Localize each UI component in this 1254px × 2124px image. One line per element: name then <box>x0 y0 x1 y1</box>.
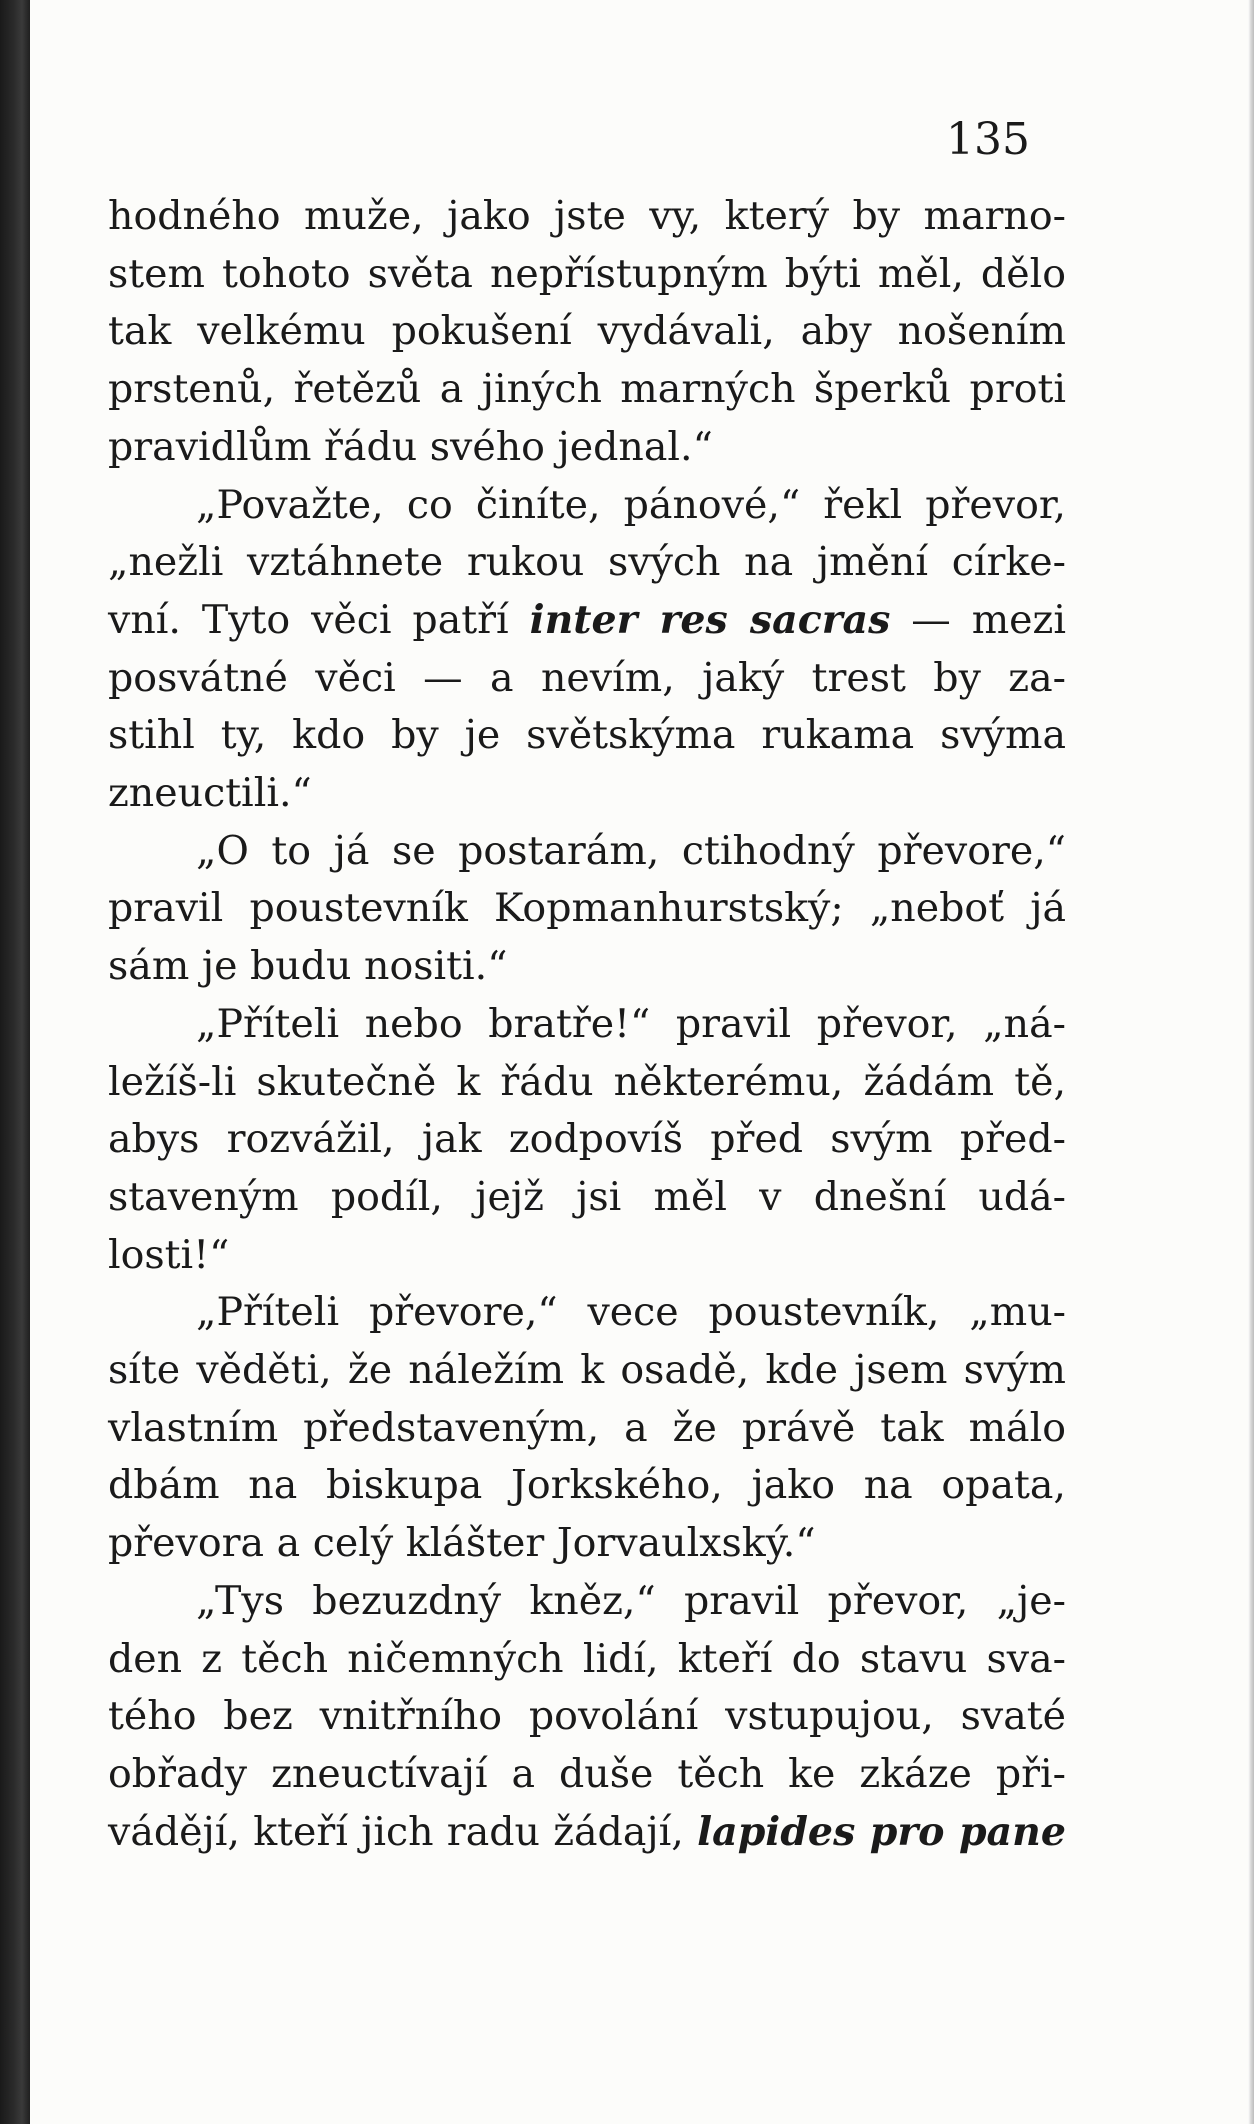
text-line: „O to já se postarám, ctihodný převore,“ <box>196 827 1066 874</box>
text-segment: vní. Tyto věci patří <box>108 596 509 643</box>
latin-phrase: lapides pro pane <box>697 1808 1067 1855</box>
text-line: losti!“ <box>108 1231 230 1278</box>
body-text <box>108 188 1066 1861</box>
text-line: obřady zneuctívají a duše těch ke zkáze při- <box>108 1750 1066 1797</box>
text-line-mixed <box>108 592 1066 650</box>
text-line: prstenů, řetězů a jiných marných šperků proti <box>108 366 1066 413</box>
text-line: hodného muže, jako jste vy, který by marno- <box>108 193 1066 239</box>
text-line-mixed <box>108 1804 1066 1862</box>
text-line: abys rozvážil, jak zodpovíš před svým před- <box>108 1116 1066 1163</box>
paragraph-5 <box>108 1284 1066 1573</box>
text-line: stem tohoto světa nepřístupným býti měl, dělo <box>108 250 1066 297</box>
text-line: „Příteli převore,“ vece poustevník, „mu- <box>196 1289 1066 1336</box>
text-line: tak velkému pokušení vydávali, aby nošením <box>108 308 1066 355</box>
paragraph-3 <box>108 823 1066 996</box>
text-line: posvátné věci — a nevím, jaký trest by za- <box>108 654 1066 701</box>
paragraph-6 <box>108 1573 1066 1862</box>
text-line: ležíš-li skutečně k řádu některému, žádám tě, <box>108 1058 1066 1105</box>
text-segment: vádějí, kteří jich radu žádají, <box>108 1808 684 1855</box>
text-line: dbám na biskupa Jorkského, jako na opata, <box>108 1462 1066 1509</box>
text-line: vlastním představeným, a že právě tak málo <box>108 1404 1066 1451</box>
text-line: sám je budu nositi.“ <box>108 943 508 990</box>
paragraph-1 <box>108 188 1066 477</box>
text-line: „Považte, co činíte, pánové,“ řekl převor, <box>196 481 1066 528</box>
book-binding-edge <box>0 0 30 2124</box>
text-line: „Příteli nebo bratře!“ pravil převor, „ná- <box>196 1000 1066 1047</box>
text-line: síte věděti, že náležím k osadě, kde jsem svým <box>108 1347 1066 1394</box>
text-line: „Tys bezuzdný kněz,“ pravil převor, „je- <box>196 1577 1066 1624</box>
text-line: tého bez vnitřního povolání vstupujou, svaté <box>108 1693 1066 1740</box>
text-line: pravidlům řádu svého jednal.“ <box>108 423 713 470</box>
text-line: „nežli vztáhnete rukou svých na jmění círke- <box>108 539 1066 586</box>
text-line: staveným podíl, jejž jsi měl v dnešní udá- <box>108 1173 1066 1220</box>
page-right-edge <box>1248 0 1254 2124</box>
page-number: 135 <box>946 114 1030 165</box>
text-line: převora a celý klášter Jorvaulxský.“ <box>108 1520 816 1567</box>
paragraph-2 <box>108 477 1066 823</box>
text-line: stihl ty, kdo by je světskýma rukama svýma <box>108 712 1066 759</box>
latin-phrase: inter res sacras <box>529 596 891 643</box>
text-line: den z těch ničemných lidí, kteří do stavu sva- <box>108 1635 1066 1682</box>
text-segment: — mezi <box>911 596 1066 643</box>
text-line: pravil poustevník Kopmanhurstský; „neboť já <box>108 885 1066 932</box>
text-line: zneuctili.“ <box>108 770 312 817</box>
page-sheet <box>30 0 1248 2124</box>
paragraph-4 <box>108 996 1066 1285</box>
